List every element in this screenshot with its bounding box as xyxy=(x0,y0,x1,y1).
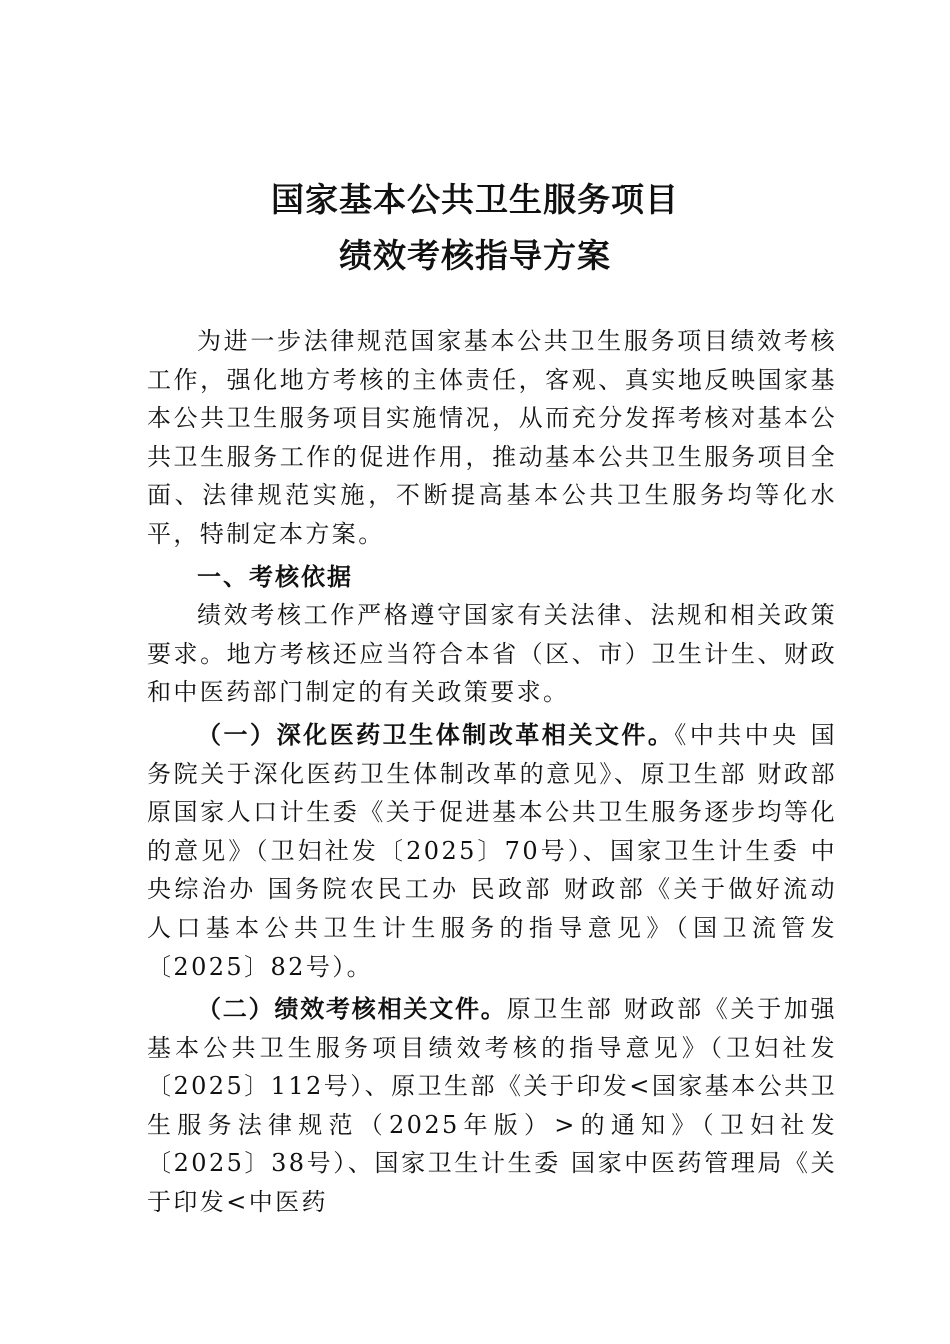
document-title-line1: 国家基本公共卫生服务项目 xyxy=(271,180,679,219)
document-body xyxy=(147,322,837,1222)
section-heading-basis: 一、考核依据 xyxy=(197,562,353,591)
intro-paragraph: 为进一步法律规范国家基本公共卫生服务项目绩效考核工作，强化地方考核的主体责任，客观、真实地反映国家基本公共卫生服务项目实施情况，从而充分发挥考核对基本公共卫生服务工作的促进作用，推动基本公共卫生服务项目全面、法律规范实施，不断提高基本公共卫生服务均等化水平，特制定本方案。 xyxy=(147,327,837,548)
item-label-performance: （二）绩效考核相关文件。 xyxy=(197,995,507,1024)
item-text-reform: 《中共中央 国务院关于深化医药卫生体制改革的意见》、原卫生部 财政部 原国家人口计生委《关于促进基本公共卫生服务逐步均等化的意见》（卫妇社发〔2025〕70号）、国家卫生计生委 中央综治办 国务院农民工办 民政部 财政部《关于做好流动人口基本公共卫生计生服务的指导意见》（国卫流管发〔2025〕82号）。 xyxy=(147,720,837,981)
item-paragraph-reform xyxy=(147,716,837,986)
document-title-line2: 绩效考核指导方案 xyxy=(339,236,611,275)
section-paragraph-basis: 绩效考核工作严格遵守国家有关法律、法规和相关政策要求。地方考核还应当符合本省（区、市）卫生计生、财政和中医药部门制定的有关政策要求。 xyxy=(147,601,837,707)
item-label-reform: （一）深化医药卫生体制改革相关文件。 xyxy=(197,720,675,749)
item-text-performance: 原卫生部 财政部《关于加强基本公共卫生服务项目绩效考核的指导意见》（卫妇社发〔2025〕112号）、原卫生部《关于印发<国家基本公共卫生服务法律规范（2025年版）>的通知》（卫妇社发〔2025〕38号）、国家卫生计生委 国家中医药管理局《关于印发<中医药 xyxy=(147,995,838,1217)
item-paragraph-performance xyxy=(147,990,837,1222)
